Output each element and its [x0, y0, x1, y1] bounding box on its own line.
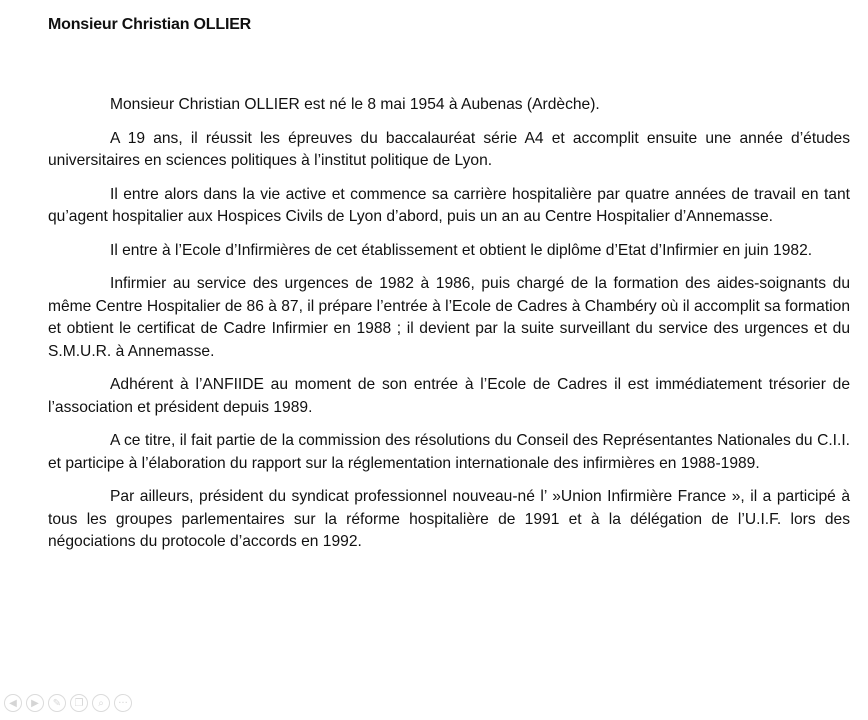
paragraph-commission: A ce titre, il fait partie de la commission des résolutions du Conseil des Représentantes Nationales du C.I.I. et participe à l’élaboration du rapport sur la réglementation internationale des infirmières en 1988-1989.: [48, 432, 850, 472]
paragraph-birth: Monsieur Christian OLLIER est né le 8 mai 1954 à Aubenas (Ardèche).: [110, 96, 600, 113]
next-page-icon[interactable]: ▶: [26, 694, 44, 712]
copy-icon[interactable]: ❐: [70, 694, 88, 712]
paragraph-early-career: Il entre alors dans la vie active et commence sa carrière hospitalière par quatre années de travail en tant qu’agent hospitalier aux Hospices Civils de Lyon d’abord, puis un an au Centre Hospitalier d’Annemasse.: [48, 185, 850, 225]
paragraph-anfiide: Adhérent à l’ANFIIDE au moment de son entrée à l’Ecole de Cadres il est immédiatement trésorier de l’association et président depuis 1989.: [48, 376, 850, 416]
paragraph-emergency-service: Infirmier au service des urgences de 1982 à 1986, puis chargé de la formation des aides-soignants du même Centre Hospitalier de 86 à 87, il prépare l’entrée à l’Ecole de Cadres à Chambéry où il accomplit sa formation et obtient le certificat de Cadre Infirmier en 1988 ; il devient par la suite surveillant du service des urgences et du S.M.U.R. à Annemasse.: [48, 275, 850, 360]
more-icon[interactable]: ···: [114, 694, 132, 712]
previous-page-icon[interactable]: ◀: [4, 694, 22, 712]
paragraph-union: Par ailleurs, président du syndicat professionnel nouveau-né l’ »Union Infirmière France », il a participé à tous les groupes parlementaires sur la réforme hospitalière de 1991 et à la délégation de l’U.I.F. lors des négociations du protocole d’accords en 1992.: [48, 488, 850, 550]
paragraph-nursing-school: Il entre à l’Ecole d’Infirmières de cet établissement et obtient le diplôme d’Etat d’Infirmier en juin 1982.: [110, 241, 813, 259]
viewer-toolbar: [4, 694, 132, 716]
pen-icon[interactable]: ✎: [48, 694, 66, 712]
document-body: [48, 94, 850, 565]
document-title: Monsieur Christian OLLIER: [48, 16, 252, 33]
paragraph-education: A 19 ans, il réussit les épreuves du baccalauréat série A4 et accomplit ensuite une année d’études universitaires en sciences politiques à l’institut politique de Lyon.: [48, 129, 850, 169]
zoom-icon[interactable]: ⌕: [92, 694, 110, 712]
